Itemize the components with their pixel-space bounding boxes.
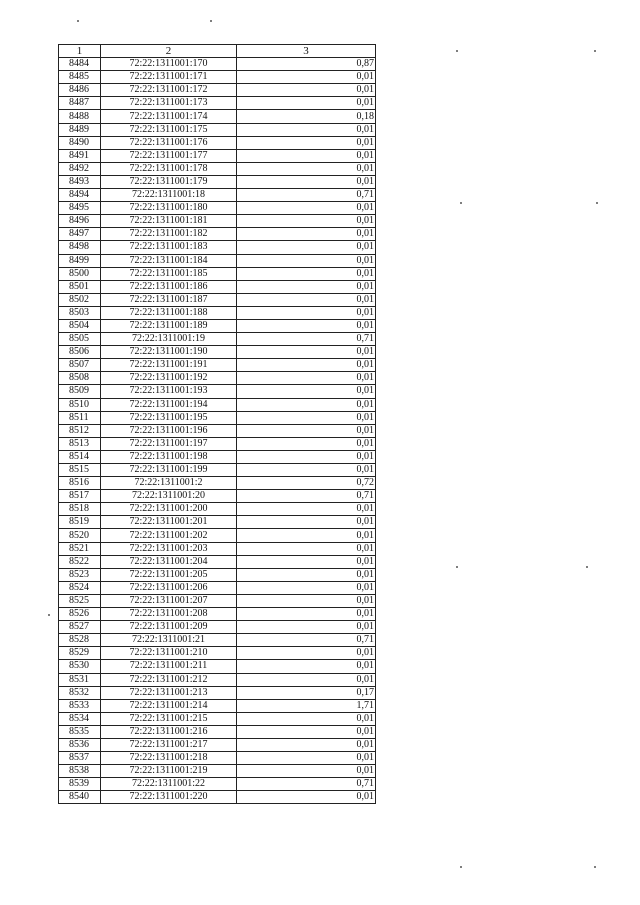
row-number-cell: 8505 bbox=[59, 333, 101, 346]
value-cell: 0,01 bbox=[237, 450, 376, 463]
cadastral-number-cell: 72:22:1311001:183 bbox=[101, 241, 237, 254]
cadastral-number-cell: 72:22:1311001:181 bbox=[101, 215, 237, 228]
table-row bbox=[59, 660, 376, 673]
table-row bbox=[59, 490, 376, 503]
cadastral-number-cell: 72:22:1311001:180 bbox=[101, 202, 237, 215]
value-cell: 0,01 bbox=[237, 555, 376, 568]
table-row bbox=[59, 346, 376, 359]
cadastral-number-cell: 72:22:1311001:179 bbox=[101, 175, 237, 188]
table-row bbox=[59, 778, 376, 791]
table-row bbox=[59, 97, 376, 110]
cadastral-number-cell: 72:22:1311001:212 bbox=[101, 673, 237, 686]
value-cell: 0,72 bbox=[237, 477, 376, 490]
value-cell: 0,01 bbox=[237, 84, 376, 97]
table-row bbox=[59, 372, 376, 385]
table-row bbox=[59, 621, 376, 634]
cadastral-number-cell: 72:22:1311001:198 bbox=[101, 450, 237, 463]
row-number-cell: 8496 bbox=[59, 215, 101, 228]
table-row bbox=[59, 699, 376, 712]
header-cell-2: 2 bbox=[101, 45, 237, 58]
row-number-cell: 8500 bbox=[59, 267, 101, 280]
cadastral-number-cell: 72:22:1311001:173 bbox=[101, 97, 237, 110]
value-cell: 0,01 bbox=[237, 123, 376, 136]
row-number-cell: 8525 bbox=[59, 594, 101, 607]
value-cell: 0,01 bbox=[237, 424, 376, 437]
value-cell: 0,01 bbox=[237, 71, 376, 84]
table-row bbox=[59, 477, 376, 490]
value-cell: 0,01 bbox=[237, 319, 376, 332]
table-row bbox=[59, 306, 376, 319]
row-number-cell: 8486 bbox=[59, 84, 101, 97]
table-row bbox=[59, 712, 376, 725]
cadastral-number-cell: 72:22:1311001:210 bbox=[101, 647, 237, 660]
cadastral-number-cell: 72:22:1311001:20 bbox=[101, 490, 237, 503]
value-cell: 0,01 bbox=[237, 97, 376, 110]
table-row bbox=[59, 175, 376, 188]
row-number-cell: 8501 bbox=[59, 280, 101, 293]
table-row bbox=[59, 215, 376, 228]
table-row bbox=[59, 319, 376, 332]
scan-speck bbox=[460, 202, 462, 204]
table-row bbox=[59, 398, 376, 411]
value-cell: 0,01 bbox=[237, 254, 376, 267]
value-cell: 0,01 bbox=[237, 241, 376, 254]
table-row bbox=[59, 71, 376, 84]
cadastral-number-cell: 72:22:1311001:182 bbox=[101, 228, 237, 241]
row-number-cell: 8497 bbox=[59, 228, 101, 241]
table-row bbox=[59, 84, 376, 97]
cadastral-number-cell: 72:22:1311001:206 bbox=[101, 581, 237, 594]
table-row bbox=[59, 241, 376, 254]
table-row bbox=[59, 542, 376, 555]
row-number-cell: 8502 bbox=[59, 293, 101, 306]
value-cell: 0,87 bbox=[237, 58, 376, 71]
table-header-row bbox=[59, 45, 376, 58]
scan-speck bbox=[460, 866, 462, 868]
table-row bbox=[59, 686, 376, 699]
header-cell-3: 3 bbox=[237, 45, 376, 58]
value-cell: 0,01 bbox=[237, 529, 376, 542]
cadastral-number-cell: 72:22:1311001:217 bbox=[101, 738, 237, 751]
table-row bbox=[59, 738, 376, 751]
row-number-cell: 8536 bbox=[59, 738, 101, 751]
header-cell-1: 1 bbox=[59, 45, 101, 58]
cadastral-number-cell: 72:22:1311001:189 bbox=[101, 319, 237, 332]
row-number-cell: 8490 bbox=[59, 136, 101, 149]
value-cell: 0,01 bbox=[237, 594, 376, 607]
row-number-cell: 8531 bbox=[59, 673, 101, 686]
value-cell: 0,01 bbox=[237, 542, 376, 555]
value-cell: 0,01 bbox=[237, 437, 376, 450]
row-number-cell: 8485 bbox=[59, 71, 101, 84]
row-number-cell: 8532 bbox=[59, 686, 101, 699]
row-number-cell: 8535 bbox=[59, 725, 101, 738]
table-row bbox=[59, 149, 376, 162]
table-row bbox=[59, 516, 376, 529]
cadastral-number-cell: 72:22:1311001:193 bbox=[101, 385, 237, 398]
value-cell: 0,17 bbox=[237, 686, 376, 699]
table-row bbox=[59, 359, 376, 372]
table-row bbox=[59, 424, 376, 437]
value-cell: 0,01 bbox=[237, 621, 376, 634]
row-number-cell: 8534 bbox=[59, 712, 101, 725]
table-row bbox=[59, 594, 376, 607]
row-number-cell: 8495 bbox=[59, 202, 101, 215]
scan-speck bbox=[586, 566, 588, 568]
row-number-cell: 8504 bbox=[59, 319, 101, 332]
cadastral-number-cell: 72:22:1311001:174 bbox=[101, 110, 237, 123]
row-number-cell: 8528 bbox=[59, 634, 101, 647]
value-cell: 0,01 bbox=[237, 175, 376, 188]
table-row bbox=[59, 254, 376, 267]
cadastral-number-cell: 72:22:1311001:175 bbox=[101, 123, 237, 136]
cadastral-number-cell: 72:22:1311001:200 bbox=[101, 503, 237, 516]
cadastral-number-cell: 72:22:1311001:192 bbox=[101, 372, 237, 385]
table-row bbox=[59, 791, 376, 804]
table-row bbox=[59, 189, 376, 202]
table-body bbox=[59, 45, 376, 804]
value-cell: 0,01 bbox=[237, 202, 376, 215]
cadastral-number-cell: 72:22:1311001:205 bbox=[101, 568, 237, 581]
row-number-cell: 8491 bbox=[59, 149, 101, 162]
row-number-cell: 8527 bbox=[59, 621, 101, 634]
cadastral-number-cell: 72:22:1311001:211 bbox=[101, 660, 237, 673]
cadastral-number-cell: 72:22:1311001:209 bbox=[101, 621, 237, 634]
value-cell: 0,01 bbox=[237, 411, 376, 424]
table-row bbox=[59, 293, 376, 306]
value-cell: 0,71 bbox=[237, 490, 376, 503]
value-cell: 0,01 bbox=[237, 608, 376, 621]
table-row bbox=[59, 608, 376, 621]
cadastral-number-cell: 72:22:1311001:177 bbox=[101, 149, 237, 162]
value-cell: 0,01 bbox=[237, 398, 376, 411]
row-number-cell: 8520 bbox=[59, 529, 101, 542]
value-cell: 0,01 bbox=[237, 136, 376, 149]
row-number-cell: 8523 bbox=[59, 568, 101, 581]
cadastral-number-cell: 72:22:1311001:197 bbox=[101, 437, 237, 450]
cadastral-number-cell: 72:22:1311001:204 bbox=[101, 555, 237, 568]
cadastral-number-cell: 72:22:1311001:219 bbox=[101, 765, 237, 778]
table-row bbox=[59, 581, 376, 594]
cadastral-number-cell: 72:22:1311001:2 bbox=[101, 477, 237, 490]
table-row bbox=[59, 464, 376, 477]
cadastral-number-cell: 72:22:1311001:188 bbox=[101, 306, 237, 319]
value-cell: 0,01 bbox=[237, 568, 376, 581]
row-number-cell: 8513 bbox=[59, 437, 101, 450]
cadastral-number-cell: 72:22:1311001:196 bbox=[101, 424, 237, 437]
table-row bbox=[59, 752, 376, 765]
cadastral-number-cell: 72:22:1311001:199 bbox=[101, 464, 237, 477]
row-number-cell: 8522 bbox=[59, 555, 101, 568]
value-cell: 0,01 bbox=[237, 660, 376, 673]
cadastral-number-cell: 72:22:1311001:190 bbox=[101, 346, 237, 359]
scan-speck bbox=[210, 20, 212, 22]
cadastral-number-cell: 72:22:1311001:213 bbox=[101, 686, 237, 699]
cadastral-number-cell: 72:22:1311001:214 bbox=[101, 699, 237, 712]
value-cell: 0,01 bbox=[237, 306, 376, 319]
table-row bbox=[59, 529, 376, 542]
cadastral-number-cell: 72:22:1311001:21 bbox=[101, 634, 237, 647]
table-row bbox=[59, 333, 376, 346]
value-cell: 0,01 bbox=[237, 791, 376, 804]
value-cell: 0,01 bbox=[237, 215, 376, 228]
cadastral-number-cell: 72:22:1311001:22 bbox=[101, 778, 237, 791]
table-row bbox=[59, 673, 376, 686]
value-cell: 0,01 bbox=[237, 752, 376, 765]
value-cell: 0,01 bbox=[237, 280, 376, 293]
cadastral-number-cell: 72:22:1311001:18 bbox=[101, 189, 237, 202]
row-number-cell: 8521 bbox=[59, 542, 101, 555]
table-row bbox=[59, 634, 376, 647]
value-cell: 0,01 bbox=[237, 149, 376, 162]
value-cell: 0,01 bbox=[237, 464, 376, 477]
row-number-cell: 8515 bbox=[59, 464, 101, 477]
table-row bbox=[59, 110, 376, 123]
cadastral-number-cell: 72:22:1311001:172 bbox=[101, 84, 237, 97]
row-number-cell: 8517 bbox=[59, 490, 101, 503]
cadastral-number-cell: 72:22:1311001:19 bbox=[101, 333, 237, 346]
table-row bbox=[59, 162, 376, 175]
value-cell: 0,01 bbox=[237, 516, 376, 529]
row-number-cell: 8526 bbox=[59, 608, 101, 621]
cadastral-number-cell: 72:22:1311001:170 bbox=[101, 58, 237, 71]
table-row bbox=[59, 568, 376, 581]
row-number-cell: 8506 bbox=[59, 346, 101, 359]
row-number-cell: 8529 bbox=[59, 647, 101, 660]
table-row bbox=[59, 385, 376, 398]
row-number-cell: 8540 bbox=[59, 791, 101, 804]
table-row bbox=[59, 450, 376, 463]
row-number-cell: 8519 bbox=[59, 516, 101, 529]
value-cell: 0,01 bbox=[237, 725, 376, 738]
table-row bbox=[59, 267, 376, 280]
cadastral-number-cell: 72:22:1311001:187 bbox=[101, 293, 237, 306]
row-number-cell: 8512 bbox=[59, 424, 101, 437]
value-cell: 0,01 bbox=[237, 372, 376, 385]
value-cell: 0,01 bbox=[237, 738, 376, 751]
scan-speck bbox=[594, 50, 596, 52]
cadastral-number-cell: 72:22:1311001:178 bbox=[101, 162, 237, 175]
value-cell: 0,71 bbox=[237, 189, 376, 202]
cadastral-number-cell: 72:22:1311001:201 bbox=[101, 516, 237, 529]
scan-speck bbox=[77, 20, 79, 22]
value-cell: 0,71 bbox=[237, 778, 376, 791]
value-cell: 0,01 bbox=[237, 673, 376, 686]
scan-speck bbox=[594, 866, 596, 868]
table-row bbox=[59, 280, 376, 293]
row-number-cell: 8493 bbox=[59, 175, 101, 188]
value-cell: 0,01 bbox=[237, 581, 376, 594]
row-number-cell: 8530 bbox=[59, 660, 101, 673]
value-cell: 0,71 bbox=[237, 634, 376, 647]
value-cell: 0,71 bbox=[237, 333, 376, 346]
row-number-cell: 8499 bbox=[59, 254, 101, 267]
scan-speck bbox=[48, 614, 50, 616]
table-row bbox=[59, 202, 376, 215]
table-row bbox=[59, 437, 376, 450]
value-cell: 0,01 bbox=[237, 267, 376, 280]
cadastral-number-cell: 72:22:1311001:191 bbox=[101, 359, 237, 372]
value-cell: 0,01 bbox=[237, 359, 376, 372]
table-row bbox=[59, 411, 376, 424]
row-number-cell: 8507 bbox=[59, 359, 101, 372]
cadastral-number-cell: 72:22:1311001:216 bbox=[101, 725, 237, 738]
row-number-cell: 8489 bbox=[59, 123, 101, 136]
cadastral-number-cell: 72:22:1311001:202 bbox=[101, 529, 237, 542]
scan-speck bbox=[596, 202, 598, 204]
row-number-cell: 8516 bbox=[59, 477, 101, 490]
row-number-cell: 8498 bbox=[59, 241, 101, 254]
table-row bbox=[59, 725, 376, 738]
row-number-cell: 8508 bbox=[59, 372, 101, 385]
value-cell: 0,01 bbox=[237, 712, 376, 725]
scan-speck bbox=[456, 566, 458, 568]
row-number-cell: 8518 bbox=[59, 503, 101, 516]
value-cell: 0,01 bbox=[237, 293, 376, 306]
value-cell: 0,01 bbox=[237, 503, 376, 516]
cadastral-number-cell: 72:22:1311001:184 bbox=[101, 254, 237, 267]
scan-speck bbox=[456, 50, 458, 52]
value-cell: 0,01 bbox=[237, 385, 376, 398]
data-table bbox=[58, 44, 376, 804]
cadastral-number-cell: 72:22:1311001:207 bbox=[101, 594, 237, 607]
cadastral-number-cell: 72:22:1311001:171 bbox=[101, 71, 237, 84]
row-number-cell: 8488 bbox=[59, 110, 101, 123]
cadastral-number-cell: 72:22:1311001:195 bbox=[101, 411, 237, 424]
value-cell: 0,18 bbox=[237, 110, 376, 123]
row-number-cell: 8494 bbox=[59, 189, 101, 202]
value-cell: 0,01 bbox=[237, 162, 376, 175]
table-row bbox=[59, 228, 376, 241]
cadastral-number-cell: 72:22:1311001:220 bbox=[101, 791, 237, 804]
table-row bbox=[59, 503, 376, 516]
row-number-cell: 8511 bbox=[59, 411, 101, 424]
row-number-cell: 8487 bbox=[59, 97, 101, 110]
cadastral-number-cell: 72:22:1311001:185 bbox=[101, 267, 237, 280]
table-row bbox=[59, 555, 376, 568]
row-number-cell: 8539 bbox=[59, 778, 101, 791]
row-number-cell: 8538 bbox=[59, 765, 101, 778]
row-number-cell: 8503 bbox=[59, 306, 101, 319]
value-cell: 0,01 bbox=[237, 647, 376, 660]
cadastral-number-cell: 72:22:1311001:208 bbox=[101, 608, 237, 621]
table-row bbox=[59, 647, 376, 660]
row-number-cell: 8509 bbox=[59, 385, 101, 398]
value-cell: 0,01 bbox=[237, 228, 376, 241]
cadastral-number-cell: 72:22:1311001:218 bbox=[101, 752, 237, 765]
row-number-cell: 8514 bbox=[59, 450, 101, 463]
value-cell: 0,01 bbox=[237, 346, 376, 359]
row-number-cell: 8533 bbox=[59, 699, 101, 712]
cadastral-number-cell: 72:22:1311001:176 bbox=[101, 136, 237, 149]
row-number-cell: 8484 bbox=[59, 58, 101, 71]
cadastral-number-cell: 72:22:1311001:186 bbox=[101, 280, 237, 293]
cadastral-number-cell: 72:22:1311001:215 bbox=[101, 712, 237, 725]
row-number-cell: 8492 bbox=[59, 162, 101, 175]
cadastral-number-cell: 72:22:1311001:194 bbox=[101, 398, 237, 411]
value-cell: 1,71 bbox=[237, 699, 376, 712]
table-row bbox=[59, 765, 376, 778]
row-number-cell: 8510 bbox=[59, 398, 101, 411]
table-row bbox=[59, 58, 376, 71]
table-row bbox=[59, 123, 376, 136]
row-number-cell: 8524 bbox=[59, 581, 101, 594]
cadastral-number-cell: 72:22:1311001:203 bbox=[101, 542, 237, 555]
table-row bbox=[59, 136, 376, 149]
row-number-cell: 8537 bbox=[59, 752, 101, 765]
value-cell: 0,01 bbox=[237, 765, 376, 778]
